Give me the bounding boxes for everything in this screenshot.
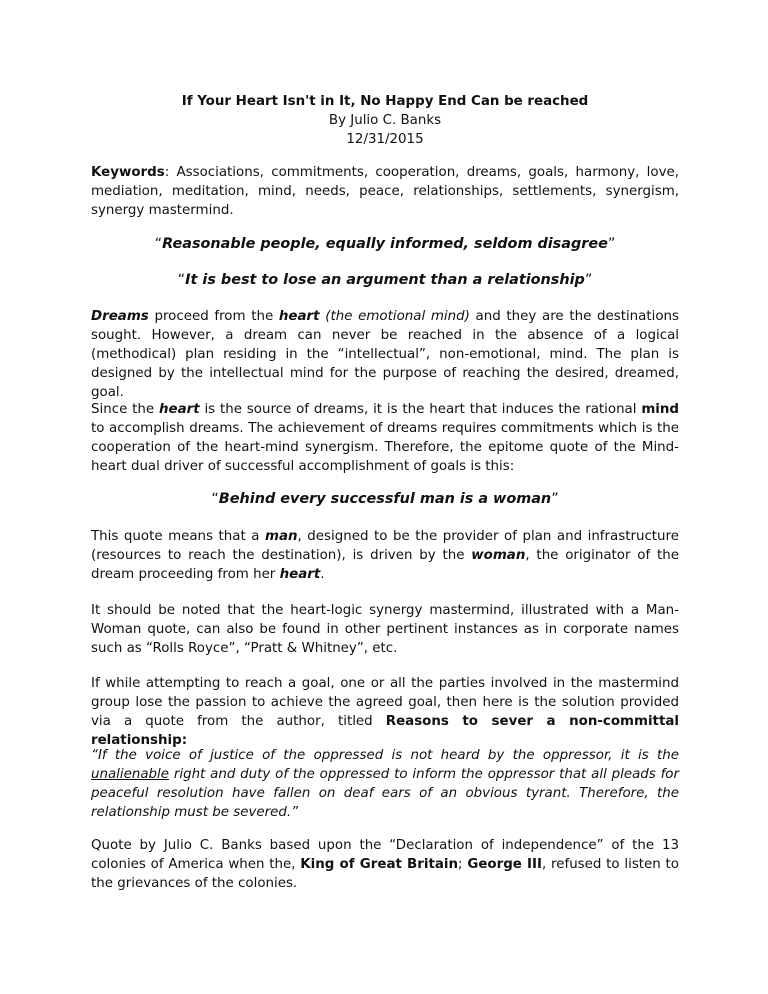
document-date: 12/31/2015 (346, 132, 424, 147)
paragraph-quote-source: Quote by Julio C. Banks based upon the “Declaration of independence” of the 13 colonies of America when the, King of Great Britain; George III, refused to listen to the grievances of the colonies. (91, 838, 679, 891)
paragraph-heart-source: Since the heart is the source of dreams, it is the heart that induces the rational mind to accomplish dreams. The achievement of dreams requires commitments which is the cooperation of the heart-mind synergism. Therefore, the epitome quote of the Mind-heart dual driver of successful accomplishment of goals is this: (91, 402, 679, 474)
quote-behind-every-man: “Behind every successful man is a woman” (211, 491, 559, 507)
paragraph-quote-meaning: This quote means that a man, designed to be the provider of plan and infrastructure (resources to reach the destination), is driven by the woman, the originator of the dream proceeding from her heart. (91, 529, 679, 582)
paragraph-synergy-note: It should be noted that the heart-logic synergy mastermind, illustrated with a Man-Woman quote, can also be found in other pertinent instances as in corporate names such as “Rolls Royce”, “Pratt & Whitney”, etc. (91, 603, 679, 656)
document-title: If Your Heart Isn't in It, No Happy End Can be reached (181, 94, 589, 109)
document-header (91, 92, 679, 149)
keywords-label: Keywords (91, 165, 165, 180)
quote-reasonable-people: “Reasonable people, equally informed, seldom disagree” (154, 236, 616, 252)
paragraph-passion-loss: If while attempting to reach a goal, one or all the parties involved in the mastermind group lose the passion to achieve the agreed goal, then here is the solution provided via a quote from the author, titled Reasons to sever a non-committal relationship: (91, 676, 679, 748)
quote-best-to-lose: “It is best to lose an argument than a relationship” (177, 272, 593, 288)
paragraph-justice-quote: “If the voice of justice of the oppressed is not heard by the oppressor, it is the unalienable right and duty of the oppressed to inform the oppressor that all pleads for peaceful resolution have fallen on deaf ears of an obvious tyrant. Therefore, the relationship must be severed.” (91, 748, 679, 820)
paragraph-dreams: Dreams proceed from the heart (the emotional mind) and they are the destinations sought. However, a dream can never be reached in the absence of a logical (methodical) plan residing in the “intellectual”, non-emotional, mind. The plan is designed by the intellectual mind for the purpose of reaching the desired, dreamed, goal. (91, 309, 679, 400)
keywords-paragraph (91, 163, 679, 220)
keywords-text: : Associations, commitments, cooperation, dreams, goals, harmony, love, mediation, meditation, mind, needs, peace, relationships, settlements, synergism, synergy mastermind. (91, 165, 679, 218)
document-author: By Julio C. Banks (328, 113, 442, 128)
